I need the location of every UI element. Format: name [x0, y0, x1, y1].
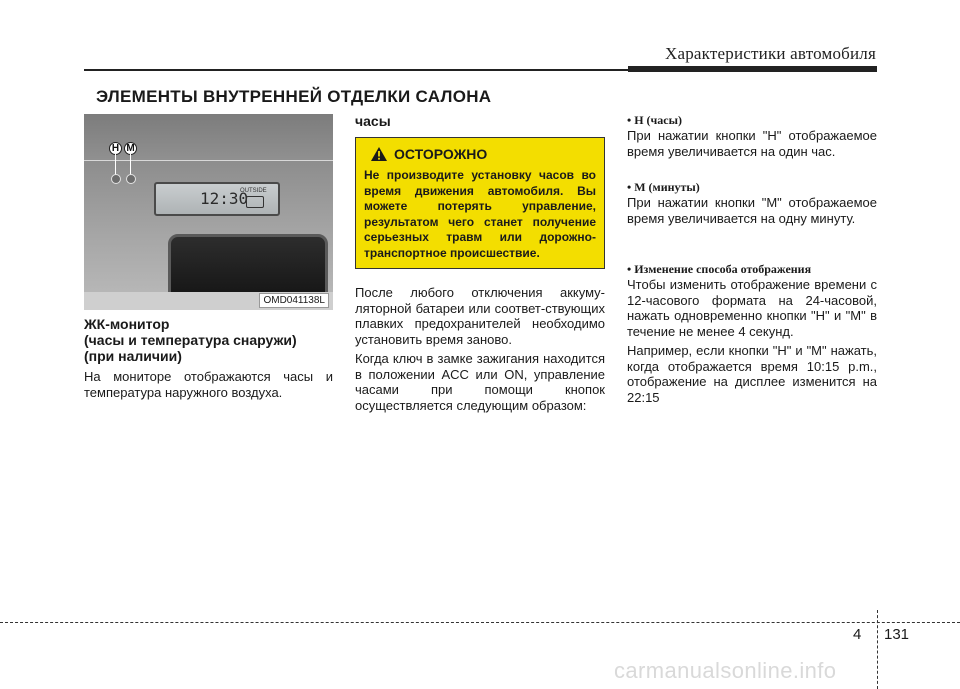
item-text-h [627, 128, 877, 163]
item-title-m: • M (минуты) [627, 180, 700, 194]
monitor-heading-line: (часы и температура снаружи) [84, 332, 297, 348]
monitor-heading [84, 316, 334, 364]
footer-rule [0, 622, 960, 624]
page-chapter: 4 [853, 626, 862, 643]
warning-box [355, 137, 605, 269]
item-paragraph: Например, если кнопки "H" и "M" нажать, когда отображается время 10:15 p.m., отображение на дисплее изменится на 22:15 [627, 343, 877, 405]
temperature-icon [246, 196, 264, 208]
figure-code: OMD041138L [259, 293, 329, 308]
page-number: 131 [884, 626, 910, 643]
item-paragraph: При нажатии кнопки "M" отображаемое время увеличивается на одну минуту. [627, 195, 877, 226]
footer-divider [877, 610, 879, 689]
clock-display [154, 182, 280, 216]
display-time: 12:30 [200, 189, 249, 208]
warning-title-row [370, 146, 596, 162]
item-text-m [627, 195, 877, 230]
h-button [111, 174, 121, 184]
monitor-paragraph: На мониторе отображаются часы и температура наружного воздуха. [84, 369, 333, 400]
item-paragraph: При нажатии кнопки "H" отображаемое время увеличивается на один час. [627, 128, 877, 159]
warning-triangle-icon [370, 146, 388, 162]
watermark: carmanualsonline.info [614, 658, 837, 683]
h-leader-line [115, 154, 116, 176]
m-label: M [124, 142, 137, 155]
item-title-format: • Изменение способа отображения [627, 262, 812, 276]
h-label: H [109, 142, 122, 155]
clock-text [355, 285, 605, 417]
clock-paragraph: Когда ключ в замке зажигания находится в положении ACC или ON, управление часами при помощи кнопок осуществляется следующим образом: [355, 351, 605, 413]
monitor-heading-line: ЖК-монитор [84, 316, 170, 332]
item-title-h: • H (часы) [627, 113, 682, 127]
clock-title: часы [355, 113, 391, 129]
item-text-format [627, 277, 877, 409]
display-outside-label: OUTSIDE [240, 188, 267, 194]
monitor-text [84, 369, 333, 404]
m-leader-line [130, 154, 131, 176]
dashboard-photo [84, 114, 333, 310]
monitor-heading-line: (при наличии) [84, 348, 182, 364]
warning-text: Не производите установку часов во время движения автомобиля. Вы можете потерять управление, результатом чего станет получение серьезных травм или дорожно-транспортное происшествие. [364, 168, 596, 260]
m-button [126, 174, 136, 184]
clock-paragraph: После любого отключения аккуму-ляторной батареи или соответ-ствующих плавких предохранителей необходимо установить время заново. [355, 285, 605, 347]
header-title: Характеристики автомобиля [665, 44, 876, 63]
warning-title: ОСТОРОЖНО [394, 146, 488, 162]
item-paragraph: Чтобы изменить отображение времени с 12-часового формата на 24-часовой, нажать одновременно кнопки "H" и "M" в течение не менее 4 секунд. [627, 277, 877, 339]
header-tab [628, 66, 877, 72]
section-heading: ЭЛЕМЕНТЫ ВНУТРЕННЕЙ ОТДЕЛКИ САЛОНА [96, 87, 492, 106]
